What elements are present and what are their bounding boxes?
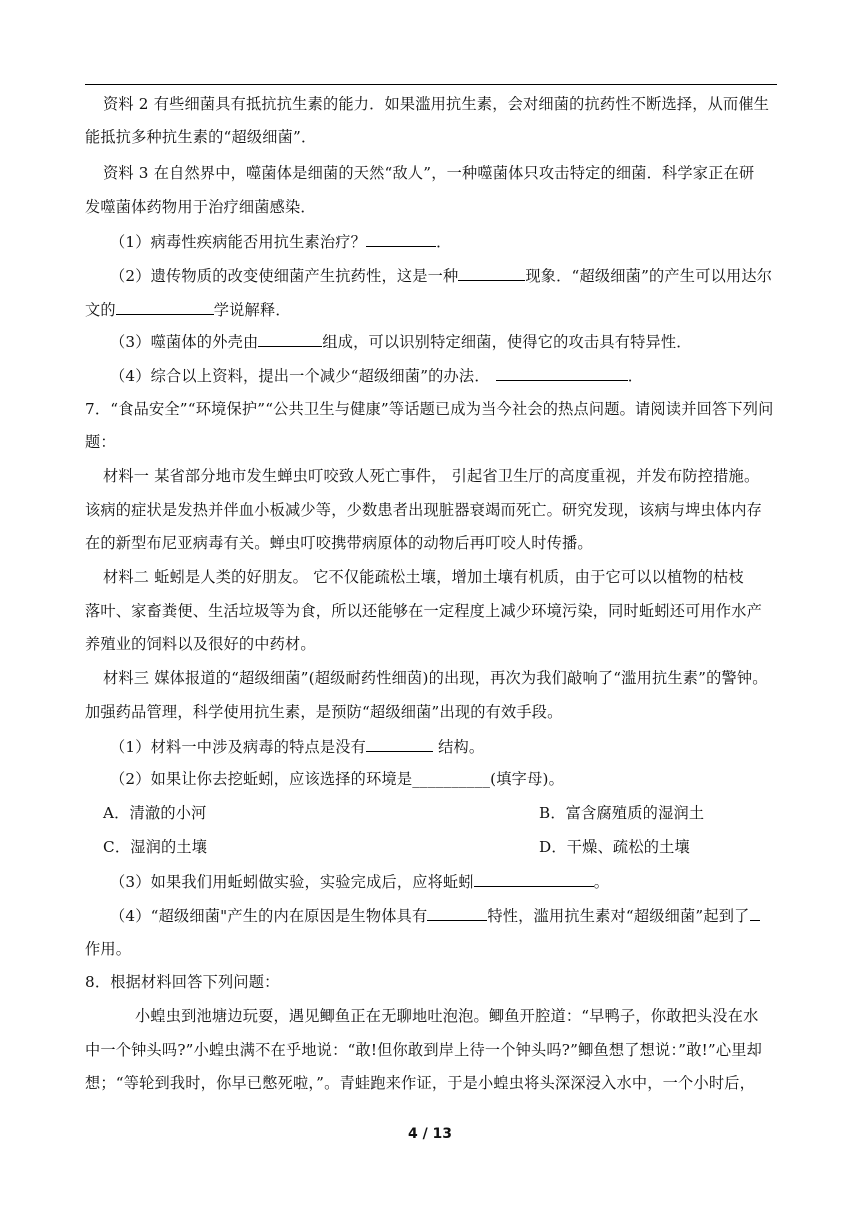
- paragraph-line: 资料 3 在自然界中，噬菌体是细菌的天然“敌人”，一种噬菌体只攻击特定的细菌．科学家正在研: [103, 164, 755, 182]
- question-4-line: [110, 365, 777, 386]
- question-text: （3）如果我们用蚯蚓做实验，实验完成后，应将蚯蚓: [110, 873, 474, 891]
- sub-question-1: [110, 736, 777, 757]
- question-text: （1）病毒性疾病能否用抗生素治疗？: [110, 233, 367, 251]
- question-text: ．: [627, 367, 644, 385]
- story-line: 想；“等轮到我时，你早已憋死啦，”。青蛙跑来作证，于是小蝗虫将头深深浸入水中，一个小时后，: [85, 1074, 755, 1092]
- option-c[interactable]: C．湿润的土壤: [103, 838, 208, 856]
- paragraph-line: 作用。: [85, 940, 132, 958]
- story-line: 中一个钟头吗?”小蝗虫满不在乎地说：“敢!但你敢到岸上待一个钟头吗?”鲫鱼想了想说：”敢!”心里却: [85, 1041, 763, 1059]
- question-3-line: [110, 331, 777, 352]
- question-text: （4）综合以上资料，提出一个减少“超级细菌”的办法．: [110, 367, 490, 385]
- answer-blank[interactable]: [366, 231, 436, 247]
- options-row: [103, 803, 777, 823]
- question-text: （3）噬菌体的外壳由: [110, 333, 259, 351]
- option-a[interactable]: A．清澈的小河: [103, 804, 207, 822]
- page-number: 4 / 13: [407, 1126, 453, 1142]
- question-text: 学说解释．: [213, 301, 291, 319]
- question-text: （4）“超级细菌"产生的内在原因是生物体具有: [110, 907, 428, 925]
- question-7-stem: 7．“食品安全”“环境保护”“公共卫生与健康”等话题已成为当今社会的热点问题。请阅读并回答下列问: [85, 400, 774, 418]
- header-rule: [85, 84, 777, 85]
- material-1-line: 材料一 某省部分地市发生蝉虫叮咬致人死亡事件， 引起省卫生厅的高度重视，并发布防控措施。: [103, 467, 760, 485]
- answer-blank[interactable]: [458, 265, 525, 281]
- question-text: 特性，滥用抗生素对“超级细菌”起到了: [487, 907, 750, 925]
- sub-question-4: [110, 905, 777, 926]
- material-2-line: 养殖业的饲料以及很好的中药材。: [85, 635, 316, 653]
- question-2-line: [110, 265, 777, 286]
- material-1-line: 在的新型布尼亚病毒有关。蝉虫叮咬携带病原体的动物后再叮咬人时传播。: [85, 534, 593, 552]
- question-text: 。: [593, 873, 610, 891]
- answer-blank[interactable]: [258, 331, 322, 347]
- material-2-line: 材料二 蚯蚓是人类的好朋友。 它不仅能疏松土壤，增加土壤有机质，由于它可以以植物的枯枝: [103, 568, 744, 586]
- question-text: 文的: [85, 301, 116, 319]
- question-8-stem: 8．根据材料回答下列问题：: [85, 973, 280, 991]
- sub-question-3: [110, 871, 777, 892]
- question-1-line: [110, 231, 777, 252]
- answer-blank[interactable]: [496, 365, 628, 381]
- paragraph-line: 资料 2 有些细菌具有抵抗抗生素的能力．如果滥用抗生素，会对细菌的抗药性不断选择，从而催生: [103, 95, 770, 113]
- option-d[interactable]: D．干燥、疏松的土壤: [539, 838, 690, 856]
- question-text: （1）材料一中涉及病毒的特点是没有: [110, 738, 367, 756]
- answer-blank[interactable]: [474, 871, 594, 887]
- material-2-line: 落叶、家畜粪便、生活垃圾等为食，所以还能够在一定程度上减少环境污染，同时蚯蚓还可用作水产: [85, 602, 763, 620]
- answer-blank[interactable]: [750, 905, 760, 921]
- paragraph-line: 发噬菌体药物用于治疗细菌感染．: [85, 198, 316, 216]
- answer-blank[interactable]: [116, 299, 214, 315]
- question-text: 组成，可以识别特定细菌，使得它的攻击具有特异性．: [322, 333, 692, 351]
- story-line: 小蝗虫到池塘边玩耍，遇见鲫鱼正在无聊地吐泡泡。鲫鱼开腔道：“早鸭子，你敢把头没在水: [135, 1007, 759, 1025]
- paragraph-line: 题：: [85, 433, 116, 451]
- question-text: （2）遗传物质的改变使细菌产生抗药性，这是一种: [110, 267, 459, 285]
- answer-blank[interactable]: [427, 905, 487, 921]
- options-row: [103, 837, 777, 857]
- option-b[interactable]: B．富含腐殖质的湿润土: [539, 804, 705, 822]
- question-2-line-cont: [85, 299, 777, 320]
- material-3-line: 材料三 媒体报道的“超级细菌”(超级耐药性细茵)的出现，再次为我们敲响了“滥用抗生素”的警钟。: [103, 669, 768, 687]
- question-text: 现象．“超级细菌”的产生可以用达尔: [525, 267, 773, 285]
- material-3-line: 加强药品管理，科学使用抗生素，是预防“超级细菌”出现的有效手段。: [85, 703, 563, 721]
- material-1-line: 该病的症状是发热并伴血小板减少等，少数患者出现脏器衰竭而死亡。研究发现，该病与埤虫体内存: [85, 501, 763, 519]
- sub-question-2: （2）如果让你去挖蚯蚓，应该选择的环境是__________(填字母)。: [110, 770, 564, 788]
- paragraph-line: 能抵抗多种抗生素的“超级细菌”．: [85, 128, 317, 146]
- question-text: 结构。: [433, 738, 485, 756]
- question-text: ．: [436, 233, 452, 251]
- answer-blank[interactable]: [366, 736, 433, 752]
